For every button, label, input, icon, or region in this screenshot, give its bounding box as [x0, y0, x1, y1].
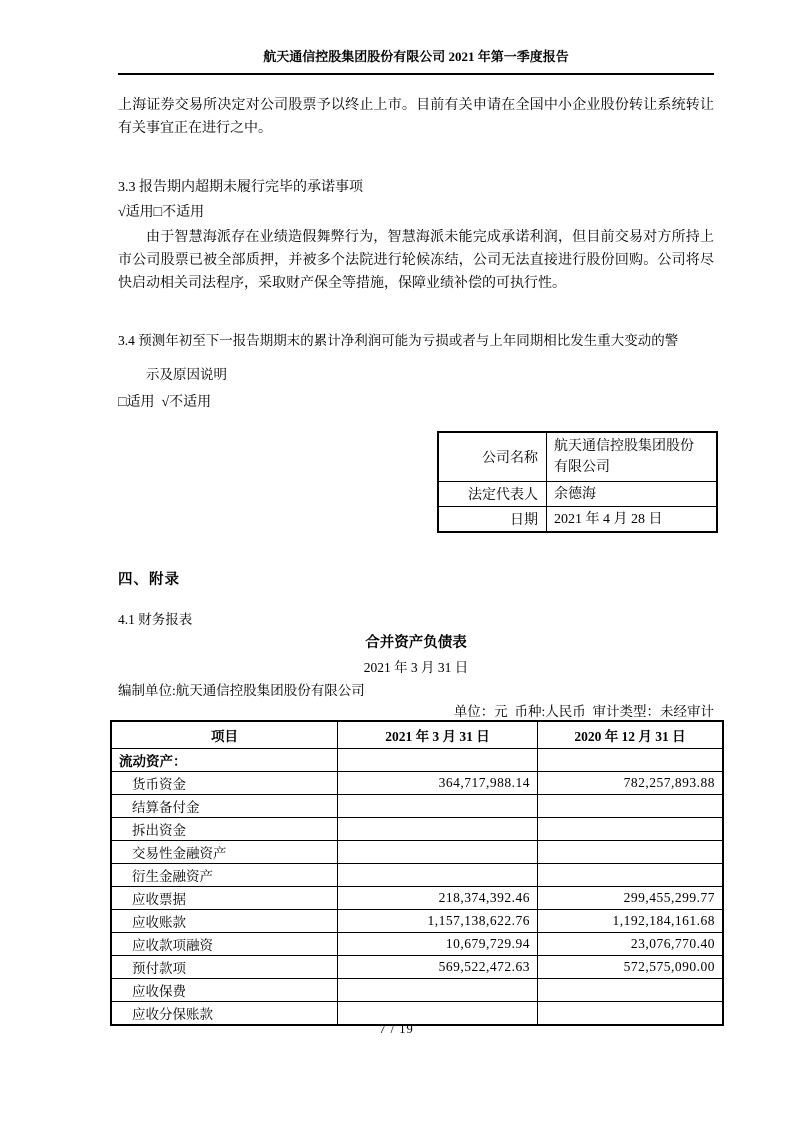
- section-3-4-applicability: □适用 √不适用: [118, 395, 212, 410]
- item-cell: 流动资产：: [111, 749, 338, 772]
- value-cell-2020: 299,455,299.77: [538, 887, 724, 910]
- value-cell-2021: 364,717,988.14: [338, 772, 538, 795]
- signature-table-body: [438, 432, 717, 532]
- item-cell: 应收票据: [111, 887, 338, 910]
- item-cell: 货币资金: [111, 772, 338, 795]
- item-cell: 拆出资金: [111, 818, 338, 841]
- signature-row: [438, 482, 717, 507]
- value-cell-2020: 782,257,893.88: [538, 772, 724, 795]
- signature-row: [438, 432, 717, 482]
- balance-sheet-table: [110, 720, 724, 1026]
- value-cell-2021: [338, 979, 538, 1002]
- value-cell-2021: 569,522,472.63: [338, 956, 538, 979]
- section-3-4-heading-line1: 3.4 预测年初至下一报告期期末的累计净利润可能为亏损或者与上年同期相比发生重大变动的警: [118, 333, 679, 348]
- intro-paragraph: 上海证券交易所决定对公司股票予以终止上市。目前有关申请在全国中小企业股份转让系统转让有关事宜正在进行之中。: [118, 98, 714, 136]
- value-cell-2020: [538, 795, 724, 818]
- value-cell-2021: 10,679,729.94: [338, 933, 538, 956]
- signature-value: 2021 年 4 月 28 日: [547, 507, 718, 533]
- signature-value: 余德海: [547, 482, 718, 507]
- table-row: [111, 795, 723, 818]
- item-cell: 交易性金融资产: [111, 841, 338, 864]
- item-cell: 衍生金融资产: [111, 864, 338, 887]
- column-header-2021: 2021 年 3 月 31 日: [338, 721, 538, 749]
- value-cell-2020: 23,076,770.40: [538, 933, 724, 956]
- balance-sheet-body: [111, 749, 723, 1026]
- value-cell-2021: [338, 864, 538, 887]
- table-row: [111, 887, 723, 910]
- statement-title: 合并资产负债表: [365, 635, 467, 651]
- value-cell-2020: 572,575,090.00: [538, 956, 724, 979]
- header-row: [111, 721, 723, 749]
- value-cell-2021: [338, 818, 538, 841]
- table-row: [111, 841, 723, 864]
- value-cell-2020: [538, 979, 724, 1002]
- value-cell-2020: [538, 864, 724, 887]
- balance-sheet-header: [111, 721, 723, 749]
- section-3-4-heading: [118, 324, 722, 392]
- signature-label: 公司名称: [438, 432, 547, 482]
- signature-table: [437, 431, 718, 533]
- section-3-3-body: 由于智慧海派存在业绩造假舞弊行为，智慧海派未能完成承诺利润，但目前交易对方所持上市公司股票已被全部质押，并被多个法院进行轮候冻结，公司无法直接进行股份回购。公司将尽快启动相关司法程序，采取财产保全等措施，保障业绩补偿的可执行性。: [118, 230, 714, 291]
- statement-date: 2021 年 3 月 31 日: [363, 660, 469, 675]
- item-cell: 应收款项融资: [111, 933, 338, 956]
- signature-value: 航天通信控股集团股份有限公司: [547, 432, 718, 482]
- value-cell-2021: [338, 795, 538, 818]
- value-cell-2021: 218,374,392.46: [338, 887, 538, 910]
- section-3-3-applicability: √适用□不适用: [118, 205, 205, 220]
- table-row: [111, 910, 723, 933]
- section-3-3-heading: 3.3 报告期内超期未履行完毕的承诺事项: [118, 180, 363, 195]
- item-cell: 结算备付金: [111, 795, 338, 818]
- table-row: [111, 979, 723, 1002]
- signature-label: 日期: [438, 507, 547, 533]
- page-number: 7 / 19: [379, 1022, 414, 1036]
- section-4-heading: 四、附录: [118, 572, 180, 588]
- unit-line: 单位：元 币种:人民币 审计类型：未经审计: [453, 704, 714, 719]
- table-row: [111, 749, 723, 772]
- table-row: [111, 933, 723, 956]
- section-4-1-heading: 4.1 财务报表: [118, 612, 193, 627]
- item-cell: 应收分保账款: [111, 1002, 338, 1026]
- item-cell: 应收账款: [111, 910, 338, 933]
- value-cell-2020: [538, 818, 724, 841]
- table-row: [111, 772, 723, 795]
- item-cell: 应收保费: [111, 979, 338, 1002]
- section-3-4-heading-line2: 示及原因说明: [146, 367, 227, 382]
- column-header-2020: 2020 年 12 月 31 日: [538, 721, 724, 749]
- table-row: [111, 818, 723, 841]
- report-title: 航天通信控股集团股份有限公司 2021 年第一季度报告: [118, 48, 714, 75]
- value-cell-2020: 1,192,184,161.68: [538, 910, 724, 933]
- table-row: [111, 864, 723, 887]
- table-row: [111, 956, 723, 979]
- column-header-item: 项目: [111, 721, 338, 749]
- value-cell-2020: [538, 841, 724, 864]
- item-cell: 预付款项: [111, 956, 338, 979]
- prepared-by: 编制单位:航天通信控股集团股份有限公司: [118, 683, 365, 698]
- signature-label: 法定代表人: [438, 482, 547, 507]
- value-cell-2021: [338, 841, 538, 864]
- value-cell-2021: [338, 749, 538, 772]
- signature-row: [438, 507, 717, 533]
- value-cell-2020: [538, 749, 724, 772]
- value-cell-2021: 1,157,138,622.76: [338, 910, 538, 933]
